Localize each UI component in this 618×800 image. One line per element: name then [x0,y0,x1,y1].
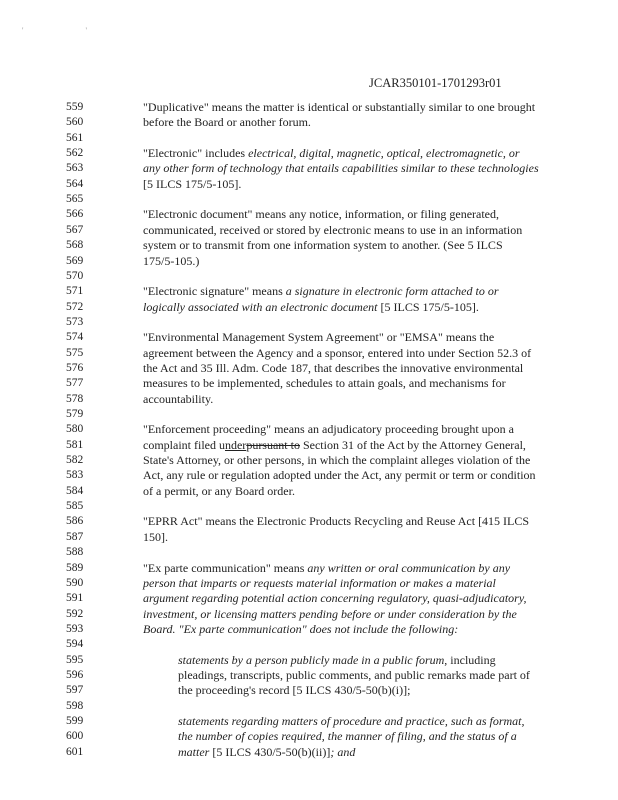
text-segment: accountability. [143,392,214,406]
text-segment: "EPRR Act" means the Electronic Products Recycling and Reuse Act [415 ILCS [143,514,530,528]
text-line [178,713,525,729]
text-segment: statements by a person publicly made in a public forum [178,653,445,667]
inserted-text: nder [224,438,247,452]
scan-marks: ' ' [22,26,117,35]
line-number: 574 [66,331,84,343]
line-number: 559 [66,101,84,113]
text-line [143,237,503,253]
text-line [143,421,514,437]
text-line [143,575,496,591]
text-segment: Act, any rule or regulation adopted under the Act, any permit or term or condition [143,468,536,482]
line-number: 564 [66,178,84,190]
line-number: 583 [66,469,84,481]
text-line [143,299,479,315]
text-line [143,360,523,376]
line-number: 589 [66,562,84,574]
text-segment: [5 ILCS 175/5-105]. [377,300,479,314]
text-line [143,529,168,545]
text-segment: measures to be implemented, schedules to attain goals, and mechanisms for [143,376,506,390]
line-number: 587 [66,531,84,543]
text-segment: communicated, received or stored by electronic means to use in an information [143,223,523,237]
text-segment: Board. "Ex parte communication" does not include the following: [143,622,459,636]
text-segment: "Electronic signature" means [143,284,286,298]
document-id: JCAR350101-1701293r01 [369,76,502,90]
text-line [143,590,527,606]
line-number: 586 [66,515,84,527]
line-number: 600 [66,730,84,742]
text-segment: pleadings, transcripts, public comments, and public remarks made part of [178,668,530,682]
line-number: 588 [66,546,84,558]
line-number: 573 [66,316,84,328]
text-segment: the number of copies required, the manner of filing, and the status of a [178,729,517,743]
text-segment: "Enforcement proceeding" means an adjudicatory proceeding brought upon a [143,422,514,436]
line-number: 569 [66,255,84,267]
line-number: 567 [66,224,84,236]
line-number: 592 [66,608,84,620]
text-segment: system or to transmit from one information system to another. (See 5 ILCS [143,238,503,252]
line-number: 601 [66,746,84,758]
line-number: 572 [66,301,84,313]
text-line [143,375,506,391]
line-number: 584 [66,485,84,497]
line-number: 577 [66,377,84,389]
text-segment: the Act and 35 Ill. Adm. Code 187, that describes the innovative environmental [143,361,524,375]
line-number: 591 [66,592,84,604]
text-line [143,467,536,483]
line-number: 578 [66,393,84,405]
line-number: 599 [66,715,84,727]
text-segment: "Ex parte communication" means [143,561,308,575]
text-segment: electrical, digital, magnetic, optical, electromagnetic, or [248,146,520,160]
line-number: 581 [66,439,84,451]
text-line [178,682,410,698]
text-line [143,206,499,222]
line-number: 593 [66,623,84,635]
text-line [143,145,520,161]
line-number: 597 [66,684,84,696]
text-line [143,621,458,637]
text-segment: complaint filed u [143,438,225,452]
line-number: 579 [66,408,84,420]
struck-text: pursuant to [246,438,300,452]
text-segment: "Electronic document" means any notice, information, or filing generated, [143,207,500,221]
line-number: 560 [66,116,84,128]
text-segment: the proceeding's record [5 ILCS 430/5-50(b)(i)]; [178,683,411,697]
text-line [143,329,494,345]
text-segment: person that imparts or requests material information or makes a material [143,576,496,590]
text-line [143,513,529,529]
line-number: 576 [66,362,84,374]
line-number: 595 [66,654,84,666]
text-line [143,606,517,622]
line-number: 594 [66,638,84,650]
text-line [143,253,199,269]
text-segment: of a permit, or any Board order. [143,484,295,498]
text-segment: , including [444,653,496,667]
line-number: 561 [66,132,84,144]
text-segment: before the Board or another forum. [143,115,311,129]
text-line [143,345,531,361]
text-segment: [5 ILCS 430/5-50(b)(ii)] [209,745,331,759]
text-segment: "Electronic" includes [143,146,249,160]
line-number: 585 [66,500,84,512]
text-segment: a signature in electronic form attached to or [285,284,499,298]
text-line [143,283,499,299]
text-line [143,452,530,468]
text-segment: argument regarding potential action concerning regulatory, quasi-adjudicatory, [143,591,527,605]
text-segment: agreement between the Agency and a sponsor, entered into under Section 52.3 of [143,346,532,360]
line-number: 565 [66,193,84,205]
line-number: 582 [66,454,84,466]
text-segment: Section 31 of the Act by the Attorney General, [299,438,526,452]
text-line [178,728,517,744]
text-segment: investment, or licensing matters pending before or under consideration by the [143,607,517,621]
text-line [143,391,213,407]
text-segment: any written or oral communication by any [307,561,511,575]
text-segment: "Environmental Management System Agreement" or "EMSA" means the [143,330,495,344]
text-line [178,744,355,760]
line-number: 590 [66,577,84,589]
text-line [143,160,539,176]
line-number: 580 [66,423,84,435]
text-segment: "Duplicative" means the matter is identical or substantially similar to one brought [143,100,536,114]
text-segment: statements regarding matters of procedure and practice, such as format, [178,714,525,728]
text-line [143,176,241,192]
line-number: 566 [66,208,84,220]
text-line [143,483,295,499]
text-segment: 175/5-105.) [143,254,200,268]
line-number: 598 [66,700,84,712]
text-line [143,99,535,115]
line-number: 596 [66,669,84,681]
line-number: 571 [66,285,84,297]
text-segment: any other form of technology that entails capabilities similar to these technologies [143,161,539,175]
text-segment: [5 ILCS 175/5-105]. [143,177,242,191]
text-segment: ; and [330,745,356,759]
text-segment: State's Attorney, or other persons, in which the complaint alleges violation of the [143,453,531,467]
text-line [178,667,530,683]
text-segment: logically associated with an electronic document [143,300,378,314]
text-segment: 150]. [143,530,168,544]
text-line [178,652,496,668]
line-number: 568 [66,239,84,251]
text-line [143,114,311,130]
text-line [143,437,526,453]
text-line [143,560,510,576]
line-number: 563 [66,162,84,174]
line-number: 562 [66,147,84,159]
line-number: 570 [66,270,84,282]
text-line [143,222,522,238]
text-segment: matter [178,745,210,759]
line-number: 575 [66,347,84,359]
